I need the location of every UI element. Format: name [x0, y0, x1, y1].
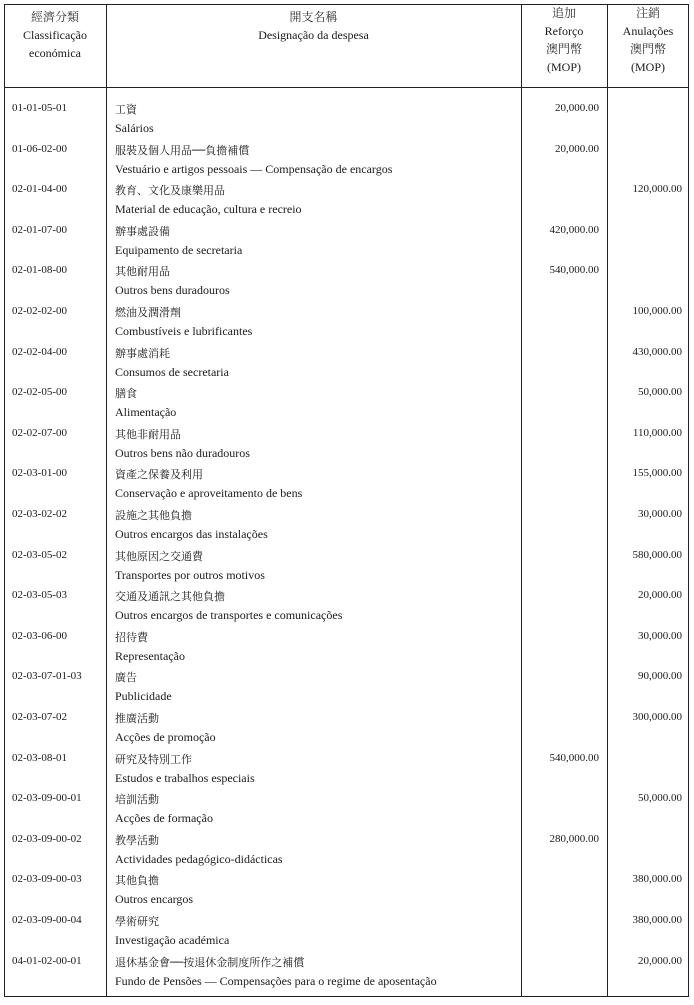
table-row: [0, 256, 694, 297]
header-divider: [4, 87, 689, 88]
row-anulacoes: 30,000.00: [638, 629, 682, 642]
row-anulacoes: 20,000.00: [638, 589, 682, 602]
row-code: 02-02-07-00: [12, 426, 67, 439]
row-code: 02-02-02-00: [12, 305, 67, 317]
row-code: 02-03-09-00-03: [12, 873, 82, 886]
row-designation-zh: 服裝及個人用品──負擔補償: [115, 143, 250, 157]
row-code: 02-01-07-00: [12, 223, 67, 236]
table-row: [0, 703, 694, 744]
row-designation-pt: Publicidade: [115, 689, 172, 704]
row-designation-zh: 其他非耐用品: [115, 427, 181, 441]
table-row: [0, 581, 694, 622]
row-anulacoes: 30,000.00: [638, 508, 682, 520]
row-designation-pt: Outros encargos das instalações: [115, 527, 268, 541]
table-row: [0, 297, 694, 338]
row-anulacoes: 580,000.00: [632, 548, 682, 561]
row-designation-zh: 辦事處設備: [115, 224, 170, 238]
row-designation-zh: 其他負擔: [115, 874, 159, 888]
row-anulacoes: 380,000.00: [632, 873, 682, 886]
row-anulacoes: 380,000.00: [632, 914, 682, 926]
row-code: 02-03-02-02: [12, 508, 67, 520]
row-code: 01-06-02-00: [12, 142, 67, 155]
row-designation-pt: Alimentação: [115, 405, 177, 420]
row-code: 02-03-05-02: [12, 548, 67, 561]
row-designation-pt: Estudos e trabalhos especiais: [115, 770, 255, 785]
table-row: [0, 906, 694, 947]
row-code: 02-01-08-00: [12, 264, 67, 277]
row-anulacoes: 300,000.00: [632, 711, 682, 723]
row-designation-zh: 其他原因之交通費: [115, 549, 203, 563]
row-designation-zh: 退休基金會──按退休金制度所作之補償: [115, 955, 305, 969]
row-designation-zh: 工資: [115, 103, 137, 116]
row-anulacoes: 155,000.00: [632, 467, 682, 480]
row-designation-pt: Acções de formação: [115, 811, 213, 826]
table-row: [0, 338, 694, 379]
row-code: 02-03-09-00-01: [12, 792, 82, 805]
row-anulacoes: 50,000.00: [638, 386, 682, 399]
row-designation-zh: 交通及通訊之其他負擔: [115, 590, 225, 604]
row-designation-pt: Outros encargos: [115, 892, 194, 907]
table-row: [0, 825, 694, 866]
row-code: 02-03-07-02: [12, 711, 67, 723]
row-designation-zh: 招待費: [115, 630, 148, 644]
header-reforco: [521, 4, 607, 76]
row-designation-zh: 教學活動: [115, 833, 159, 847]
table-row: [0, 419, 694, 460]
table-row: [0, 175, 694, 216]
header-reforco-pt: Reforço: [544, 24, 584, 38]
row-designation-pt: Transportes por outros motivos: [115, 567, 265, 582]
row-designation-zh: 膳食: [115, 387, 137, 401]
table-row: [0, 541, 694, 582]
table-row: [0, 947, 694, 988]
row-anulacoes: 50,000.00: [638, 792, 682, 805]
row-designation-zh: 辦事處消耗: [115, 346, 170, 360]
row-reforco: 280,000.00: [549, 832, 599, 845]
table-row: [0, 378, 694, 419]
row-designation-zh: 廣告: [115, 671, 137, 685]
row-designation-zh: 推廣活動: [115, 712, 159, 725]
header-anulacoes-currency: (MOP): [630, 60, 665, 74]
header-anulacoes-currency-zh: 澳門幣: [629, 42, 666, 56]
row-reforco: 540,000.00: [549, 264, 599, 277]
header-classification-zh: 經濟分類: [30, 10, 79, 24]
row-designation-pt: Conservação e aproveitamento de bens: [115, 486, 303, 501]
table-row: [0, 865, 694, 906]
row-designation-pt: Actividades pedagógico-didácticas: [115, 851, 283, 866]
header-anulacoes-pt: Anulações: [622, 24, 674, 38]
header-reforco-zh: 追加: [551, 6, 576, 20]
header-designation: [106, 8, 521, 44]
row-designation-zh: 設施之其他負擔: [115, 509, 192, 522]
row-designation-pt: Equipamento de secretaria: [115, 242, 243, 257]
row-anulacoes: 100,000.00: [632, 305, 682, 317]
header-classification: [4, 8, 106, 62]
row-reforco: 20,000.00: [555, 142, 599, 155]
row-designation-zh: 其他耐用品: [115, 265, 170, 279]
row-anulacoes: 430,000.00: [632, 345, 682, 358]
row-code: 02-03-09-00-04: [12, 914, 82, 926]
row-reforco: 20,000.00: [555, 102, 599, 114]
row-code: 02-01-04-00: [12, 183, 67, 196]
table-row: [0, 744, 694, 785]
row-code: 02-02-05-00: [12, 386, 67, 399]
row-designation-pt: Salários: [115, 121, 154, 135]
table-row: [0, 94, 694, 135]
row-designation-pt: Combustíveis e lubrificantes: [115, 324, 253, 338]
table-row: [0, 784, 694, 825]
table-row: [0, 500, 694, 541]
header-reforco-currency: (MOP): [546, 60, 581, 74]
row-anulacoes: 90,000.00: [638, 670, 682, 683]
row-code: 02-02-04-00: [12, 345, 67, 358]
row-designation-pt: Fundo de Pensões — Compensações para o regime de aposentação: [115, 973, 437, 988]
row-designation-zh: 教育、文化及康樂用品: [115, 184, 225, 198]
row-designation-pt: Consumos de secretaria: [115, 364, 229, 379]
row-designation-zh: 學術研究: [115, 915, 159, 928]
header-anulacoes: [607, 4, 689, 76]
row-code: 02-03-06-00: [12, 629, 67, 642]
row-code: 02-03-09-00-02: [12, 832, 82, 845]
row-code: 02-03-05-03: [12, 589, 67, 602]
row-designation-pt: Investigação académica: [115, 933, 230, 947]
row-anulacoes: 20,000.00: [638, 954, 682, 967]
row-reforco: 420,000.00: [549, 223, 599, 236]
row-designation-pt: Outros encargos de transportes e comunicações: [115, 608, 343, 623]
row-designation-pt: Outros bens duradouros: [115, 283, 230, 298]
row-designation-zh: 研究及特別工作: [115, 752, 192, 766]
row-designation-zh: 資產之保養及利用: [115, 468, 203, 482]
row-code: 02-03-01-00: [12, 467, 67, 480]
header-anulacoes-zh: 注銷: [635, 6, 660, 20]
header-classification-pt: Classificação económica: [23, 28, 87, 60]
table-row: [0, 622, 694, 663]
row-designation-pt: Vestuário e artigos pessoais — Compensação de encargos: [115, 161, 393, 176]
row-code: 01-01-05-01: [12, 102, 67, 114]
row-code: 02-03-08-01: [12, 751, 67, 764]
header-designation-zh: 開支名稱: [289, 10, 338, 24]
row-anulacoes: 110,000.00: [632, 426, 682, 439]
row-code: 04-01-02-00-01: [12, 954, 82, 967]
table-row: [0, 216, 694, 257]
row-anulacoes: 120,000.00: [632, 183, 682, 196]
row-designation-zh: 培訓活動: [115, 793, 159, 807]
row-designation-zh: 燃油及潤滑劑: [115, 306, 181, 319]
row-designation-pt: Representação: [115, 648, 185, 663]
row-code: 02-03-07-01-03: [12, 670, 82, 683]
row-reforco: 540,000.00: [549, 751, 599, 764]
table-row: [0, 135, 694, 176]
row-designation-pt: Material de educação, cultura e recreio: [115, 202, 302, 217]
table-row: [0, 459, 694, 500]
row-designation-pt: Acções de promoção: [115, 730, 216, 744]
table-row: [0, 662, 694, 703]
row-designation-pt: Outros bens não duradouros: [115, 445, 250, 460]
header-designation-pt: Designação da despesa: [258, 28, 369, 42]
header-reforco-currency-zh: 澳門幣: [545, 42, 582, 56]
